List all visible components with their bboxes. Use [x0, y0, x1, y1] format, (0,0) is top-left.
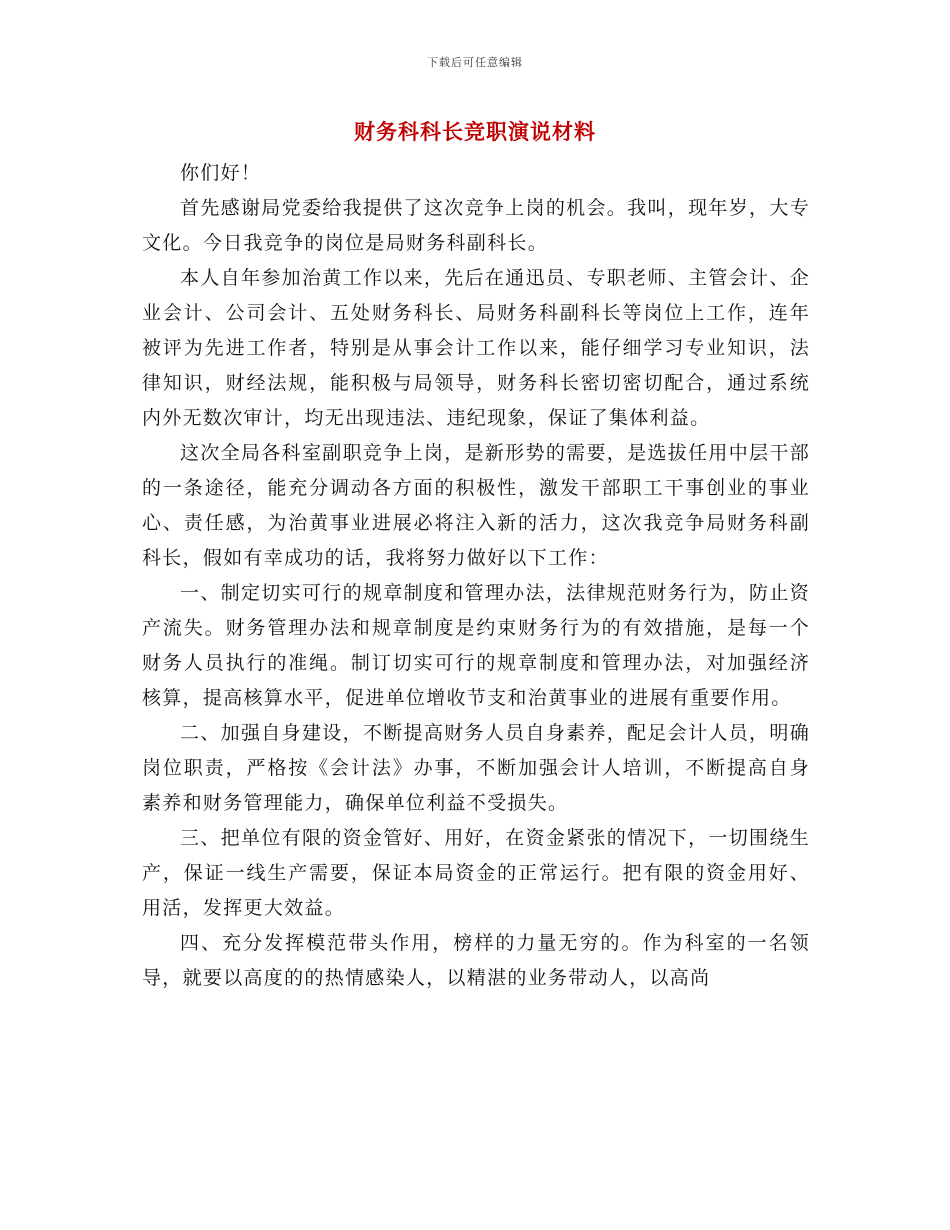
document-title: 财务科科长竞职演说材料	[354, 119, 596, 144]
header-note: 下载后可任意编辑	[427, 56, 523, 69]
paragraph: 这次全局各科室副职竞争上岗，是新形势的需要，是选拔任用中层干部的一条途径，能充分调动各方面的积极性，激发干部职工干事创业的事业心、责任感，为治黄事业进展必将注入新的活力，这次我竞争局财务科副科长，假如有幸成功的话，我将努力做好以下工作：	[142, 442, 810, 569]
paragraph: 一、制定切实可行的规章制度和管理办法，法律规范财务行为，防止资产流失。财务管理办法和规章制度是约束财务行为的有效措施，是每一个财务人员执行的准绳。制订切实可行的规章制度和管理办法，对加强经济核算，提高核算水平，促进单位增收节支和治黄事业的进展有重要作用。	[142, 582, 810, 709]
paragraph: 四、充分发挥模范带头作用，榜样的力量无穷的。作为科室的一名领导，就要以高度的的热情感染人，以精湛的业务带动人，以高尚	[142, 932, 810, 989]
paragraph: 首先感谢局党委给我提供了这次竞争上岗的机会。我叫，现年岁，大专文化。今日我竞争的岗位是局财务科副科长。	[142, 197, 810, 254]
paragraph: 二、加强自身建设，不断提高财务人员自身素养，配足会计人员，明确岗位职责，严格按《会计法》办事，不断加强会计人培训，不断提高自身素养和财务管理能力，确保单位利益不受损失。	[142, 722, 810, 814]
document-body	[142, 156, 810, 996]
paragraph-greeting: 你们好！	[180, 162, 262, 184]
paragraph: 三、把单位有限的资金管好、用好，在资金紧张的情况下，一切围绕生产，保证一线生产需要，保证本局资金的正常运行。把有限的资金用好、用活，发挥更大效益。	[142, 827, 810, 919]
paragraph: 本人自年参加治黄工作以来，先后在通迅员、专职老师、主管会计、企业会计、公司会计、五处财务科长、局财务科副科长等岗位上工作，连年被评为先进工作者，特别是从事会计工作以来，能仔细学习专业知识，法律知识，财经法规，能积极与局领导，财务科长密切密切配合，通过系统内外无数次审计，均无出现违法、违纪现象，保证了集体利益。	[142, 267, 810, 429]
